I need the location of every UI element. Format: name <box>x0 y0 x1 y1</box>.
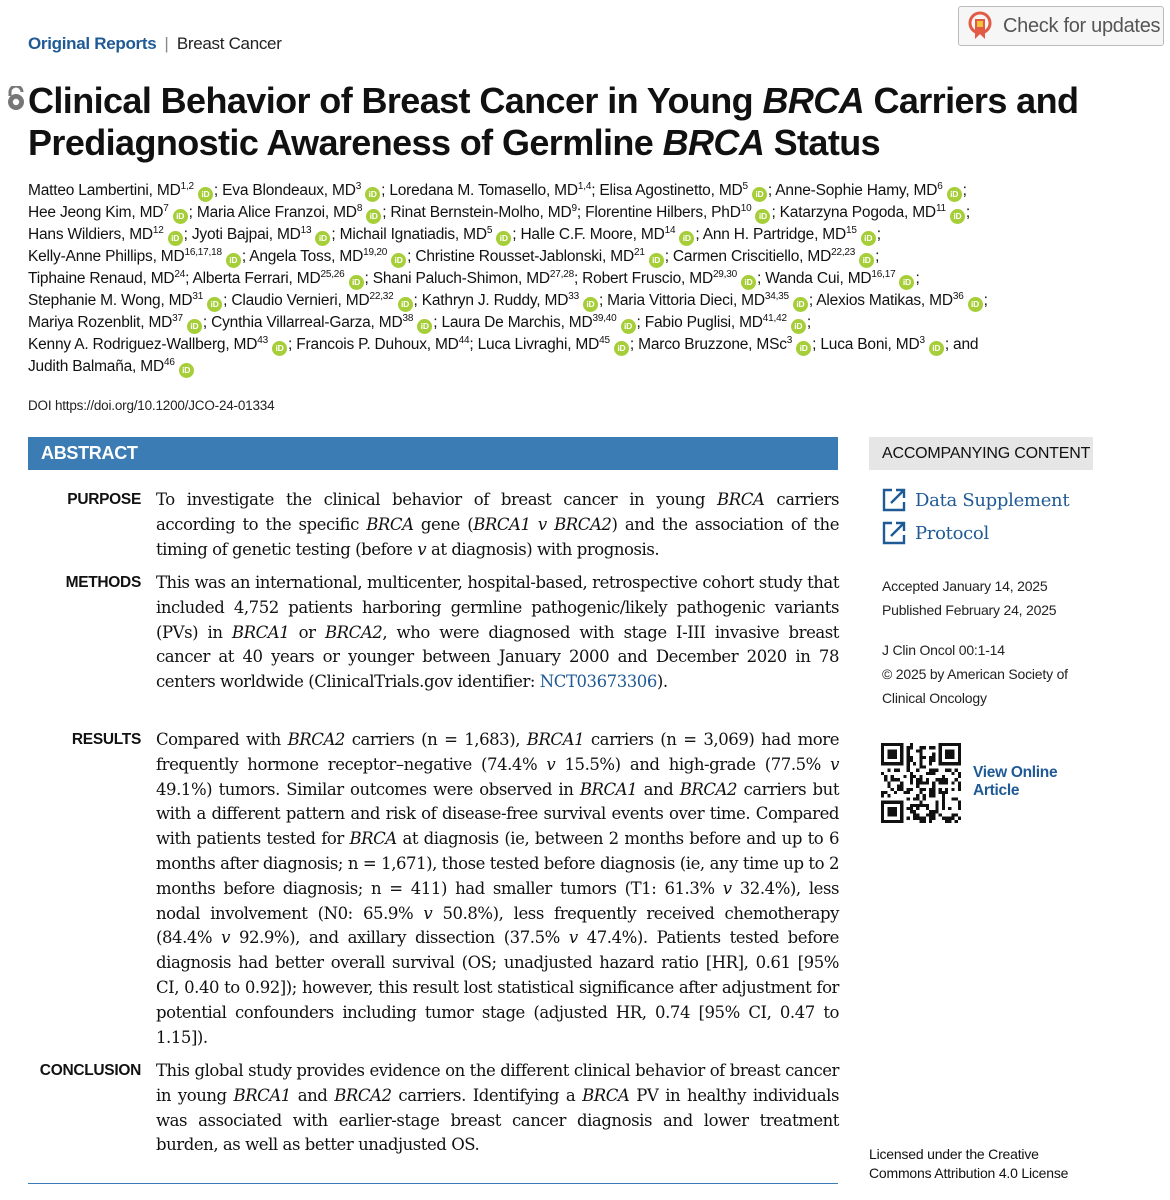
orcid-icon[interactable]: iD <box>398 297 413 312</box>
author-name[interactable]: Laura De Marchis, MD <box>441 314 593 331</box>
affiliation-superscript: 24 <box>174 268 186 280</box>
author-name[interactable]: Angela Toss, MD <box>249 248 364 265</box>
orcid-icon[interactable]: iD <box>791 319 806 334</box>
author-name[interactable]: Anne-Sophie Hamy, MD <box>775 182 938 199</box>
topic-label[interactable]: Breast Cancer <box>176 34 282 53</box>
author-name[interactable]: Kenny A. Rodriguez-Wallberg, MD <box>28 336 258 353</box>
abstract-heading: ABSTRACT <box>28 437 838 470</box>
header-separator: | <box>164 34 169 53</box>
orcid-icon[interactable]: iD <box>947 187 962 202</box>
journal-citation: J Clin Oncol 00:1-14 <box>882 642 1005 658</box>
author-name[interactable]: Rinat Bernstein-Molho, MD <box>390 204 572 221</box>
author-name[interactable]: Hee Jeong Kim, MD <box>28 204 164 221</box>
section-label[interactable]: Original Reports <box>28 34 157 53</box>
orcid-icon[interactable]: iD <box>226 253 241 268</box>
orcid-icon[interactable]: iD <box>365 187 380 202</box>
copyright-line-2: Clinical Oncology <box>882 690 987 706</box>
author-name[interactable]: Christine Rousset-Jablonski, MD <box>415 248 634 265</box>
affiliation-superscript: 33 <box>568 290 579 302</box>
author-name[interactable]: Mariya Rozenblit, MD <box>28 314 173 331</box>
affiliation-superscript: 3 <box>355 180 362 192</box>
publication-dates <box>882 574 1056 622</box>
protocol-label: Protocol <box>915 522 989 544</box>
accepted-date: Accepted January 14, 2025 <box>882 578 1048 594</box>
author-name[interactable]: Luca Boni, MD <box>820 336 920 353</box>
author-name[interactable]: Francois P. Duhoux, MD <box>296 336 459 353</box>
author-line: Hee Jeong Kim, $MD^7iD$ ; Maria Alice Franzoi, $MD^8iD$ ; Rinat Bernstein-Molho, $MD^9$; Florentine Hilbers, PhD$^{10}$iD ; Katarzyna Pogoda, MD$^{11}$iD ; <box>28 202 1138 224</box>
orcid-icon[interactable]: iD <box>417 319 432 334</box>
orcid-icon[interactable]: iD <box>179 363 194 378</box>
affiliation-superscript: 21 <box>633 246 645 258</box>
license-notice <box>869 1145 1109 1183</box>
affiliation-superscript: 34,35 <box>764 290 789 302</box>
author-name[interactable]: Robert Fruscio, MD <box>582 270 713 287</box>
conclusion-text: This global study provides evidence on the different clinical behavior of breast cancer in young BRCA1 and BRCA2 carriers. Identifying a BRCA PV in healthy individuals was associated with earlier-stage breast cancer diagnosis and lower treatment burden, as well as better unadjusted OS. <box>156 1061 839 1155</box>
affiliation-superscript: 9 <box>571 202 577 214</box>
doi[interactable]: DOI https://doi.org/10.1200/JCO-24-01334 <box>28 398 275 413</box>
orcid-icon[interactable]: iD <box>583 297 598 312</box>
author-name[interactable]: Alberta Ferrari, MD <box>192 270 321 287</box>
article-category <box>28 34 282 54</box>
view-online-article-link[interactable]: View Online Article <box>973 764 1058 799</box>
open-access-icon <box>6 86 26 112</box>
affiliation-superscript: 46 <box>163 356 175 368</box>
check-for-updates-label: Check for updates <box>1003 14 1161 37</box>
author-name[interactable]: Cynthia Villarreal-Garza, MD <box>211 314 403 331</box>
orcid-icon[interactable]: iD <box>649 253 664 268</box>
conclusion-label: CONCLUSION <box>39 1062 141 1079</box>
orcid-icon[interactable]: iD <box>187 319 202 334</box>
affiliation-superscript: 27,28 <box>549 268 574 280</box>
license-line-1: Licensed under the Creative <box>869 1146 1039 1162</box>
bookmark-icon <box>967 11 993 41</box>
affiliation-superscript: 22,23 <box>831 246 856 258</box>
author-name[interactable]: Kelly-Anne Phillips, MD <box>28 248 185 265</box>
orcid-icon[interactable]: iD <box>315 231 330 246</box>
affiliation-superscript: 39,40 <box>592 312 617 324</box>
author-line <box>28 356 1138 378</box>
affiliation-superscript: 3 <box>919 334 925 346</box>
author-name[interactable]: Halle C.F. Moore, MD <box>520 226 665 243</box>
author-name[interactable]: Marco Bruzzone, MSc <box>638 336 787 353</box>
affiliation-superscript: 1,2 <box>180 180 194 192</box>
author-name[interactable]: Elisa Agostinetto, MD <box>599 182 743 199</box>
data-supplement-link[interactable] <box>881 487 1069 513</box>
author-name[interactable]: Matteo Lambertini, MD <box>28 182 181 199</box>
author-line: Hans Wildiers, MD$^{12}$iD ; Jyoti Bajpai, MD$^{13}$iD ; Michail Ignatiadis, $MD^5iD$ ; Halle C.F. Moore, MD$^{14}$iD ; Ann H. Partridge, MD$^{15}$iD ; <box>28 224 1138 246</box>
author-name[interactable]: Stephanie M. Wong, MD <box>28 292 193 309</box>
affiliation-superscript: 13 <box>300 224 312 236</box>
orcid-icon[interactable]: iD <box>391 253 406 268</box>
affiliation-superscript: 14 <box>664 224 676 236</box>
affiliation-superscript: 12 <box>152 224 164 236</box>
protocol-link[interactable] <box>881 520 989 546</box>
article-title: Clinical Behavior of Breast Cancer in Young BRCA Carriers and Prediagnostic Awareness of Germline BRCA Status <box>28 80 1079 163</box>
orcid-icon[interactable]: iD <box>793 297 808 312</box>
author-name[interactable]: Maria Alice Franzoi, MD <box>196 204 357 221</box>
affiliation-superscript: 7 <box>163 202 169 214</box>
author-name[interactable]: Hans Wildiers, MD <box>28 226 153 243</box>
author-name[interactable]: Claudio Vernieri, MD <box>231 292 370 309</box>
author-line: Kelly-Anne Phillips, MD$^{16,17,18}$iD ; Angela Toss, MD$^{19,20}$iD ; Christine Rousset-Jablonski, MD$^{21}$iD ; Carmen Criscitiello, MD$^{22,23}$iD ; <box>28 246 1138 268</box>
author-name[interactable]: Eva Blondeaux, MD <box>222 182 356 199</box>
methods-text: This was an international, multicenter, hospital-based, retrospective cohort study that included 4,752 patients harboring germline pathogenic/likely pathogenic variants (PVs) in BRCA1 or BRCA2, who were diagnosed with stage I-III invasive breast cancer at 40 years or younger between January 2000 and December 2020 in 78 centers worldwide (ClinicalTrials.gov identifier: NCT03673306). <box>156 573 839 692</box>
results-text: Compared with BRCA2 carriers (n = 1,683), BRCA1 carriers (n = 3,069) had more frequently hormone receptor–negative (74.4% v 15.5%) and high-grade (77.5% v 49.1%) tumors. Similar outcomes were observed in BRCA1 and BRCA2 carriers but with a different pattern and risk of disease-free survival events over time. Compared with patients tested for BRCA at diagnosis (ie, between 2 months before and up to 6 months after diagnosis; n = 1,671), those tested before diagnosis (ie, any time up to 2 months before diagnosis; n = 411) had smaller tumors (T1: 61.3% v 32.4%), less nodal involvement (N0: 65.9% v 50.8%), less frequently received chemotherapy (84.4% v 92.9%), and axillary dissection (37.5% v 47.4%). Patients tested before diagnosis had better overall survival (OS; unadjusted hazard ratio [HR], 0.61 [95% CI, 0.40 to 0.92]); however, this result lost statistical significance after adjustment for potential confounders including tumor stage (adjusted HR, 0.74 [95% CI, 0.47 to 1.15]). <box>156 730 840 1047</box>
affiliation-superscript: 44 <box>458 334 470 346</box>
gene-name: BRCA <box>662 122 765 163</box>
author-name[interactable]: Alexios Matikas, MD <box>816 292 953 309</box>
orcid-icon[interactable]: iD <box>929 341 944 356</box>
author-name[interactable]: Jyoti Bajpai, MD <box>191 226 301 243</box>
orcid-icon[interactable]: iD <box>207 297 222 312</box>
affiliation-superscript: 45 <box>599 334 610 346</box>
affiliation-superscript: 15 <box>846 224 857 236</box>
orcid-icon[interactable]: iD <box>950 209 965 224</box>
author-name[interactable]: Kathryn J. Ruddy, MD <box>421 292 569 309</box>
affiliation-superscript: 29,30 <box>712 268 737 280</box>
data-supplement-label: Data Supplement <box>915 489 1070 511</box>
author-name[interactable]: Michail Ignatiadis, MD <box>339 226 487 243</box>
author-name[interactable]: Loredana M. Tomasello, MD <box>389 182 578 199</box>
abstract-bottom-rule <box>28 1183 838 1184</box>
external-link-icon <box>881 487 907 513</box>
license-line-2: Commons Attribution 4.0 License <box>869 1165 1069 1181</box>
affiliation-superscript: 8 <box>356 202 363 214</box>
author-line: Tiphaine Renaud, MD$^{24}$; Alberta Ferrari, MD$^{25,26}$iD ; Shani Paluch-Shimon, MD$^{27,28}$; Robert Fruscio, MD$^{29,30}$iD ; Wanda Cui, MD$^{16,17}$iD ; <box>28 268 1138 290</box>
affiliation-superscript: 38 <box>402 312 414 324</box>
external-link-icon <box>881 520 907 546</box>
accompanying-content-heading: ACCOMPANYING CONTENT <box>869 437 1093 470</box>
orcid-icon[interactable]: iD <box>496 231 511 246</box>
orcid-icon[interactable]: iD <box>621 319 636 334</box>
affiliation-superscript: 11 <box>935 202 946 214</box>
author-line: Mariya Rozenblit, MD$^{37}$iD ; Cynthia Villarreal-Garza, MD$^{38}$iD ; Laura De Marchis, MD$^{39,40}$iD ; Fabio Puglisi, MD$^{41,42}$iD ; <box>28 312 1138 334</box>
author-name[interactable]: Luca Livraghi, MD <box>477 336 600 353</box>
affiliation-superscript: 5 <box>486 224 493 236</box>
published-date: Published February 24, 2025 <box>882 602 1057 618</box>
gene-name: BRCA <box>762 80 865 121</box>
orcid-icon[interactable]: iD <box>968 297 983 312</box>
affiliation-superscript: 41,42 <box>762 312 787 324</box>
orcid-icon[interactable]: iD <box>755 209 770 224</box>
author-name[interactable]: Judith Balmaña, MD <box>28 358 164 375</box>
affiliation-superscript: 19,20 <box>363 246 388 258</box>
orcid-icon[interactable]: iD <box>752 187 767 202</box>
author-name[interactable]: Shani Paluch-Shimon, MD <box>372 270 550 287</box>
affiliation-superscript: 1,4 <box>577 180 592 192</box>
orcid-icon[interactable]: iD <box>741 275 756 290</box>
author-list <box>28 180 1138 378</box>
author-name[interactable]: Tiphaine Renaud, MD <box>28 270 175 287</box>
author-line: Kenny A. Rodriguez-Wallberg, MD$^{43}$iD ; Francois P. Duhoux, MD$^{44}$; Luca Livraghi, MD$^{45}$iD ; Marco Bruzzone, MSc$^3$iD ; Luca Boni, $MD^3iD$ ; and <box>28 334 1138 356</box>
author-name[interactable]: Ann H. Partridge, MD <box>702 226 846 243</box>
qr-code-icon[interactable] <box>881 743 961 823</box>
orcid-icon[interactable]: iD <box>679 231 694 246</box>
author-line: Matteo Lambertini, MD$^{1,2}$iD ; Eva Blondeaux, $MD^3iD$ ; Loredana M. Tomasello, MD$^{1,4}$; Elisa Agostinetto, $MD^5iD$ ; Anne-Sophie Hamy, $MD^6iD$ ; <box>28 180 1138 202</box>
author-name[interactable]: Maria Vittoria Dieci, MD <box>607 292 765 309</box>
affiliation-superscript: 43 <box>257 334 269 346</box>
orcid-icon[interactable]: iD <box>349 275 364 290</box>
affiliation-superscript: 25,26 <box>320 268 345 280</box>
purpose-text: To investigate the clinical behavior of breast cancer in young BRCA carriers according to the specific BRCA gene (BRCA1 v BRCA2) and the association of the timing of genetic testing (before v at diagnosis) with prognosis. <box>156 490 840 559</box>
orcid-icon[interactable]: iD <box>272 341 287 356</box>
affiliation-superscript: 31 <box>192 290 204 302</box>
orcid-icon[interactable]: iD <box>173 209 188 224</box>
affiliation-superscript: 6 <box>937 180 943 192</box>
citation-block <box>882 638 1068 710</box>
affiliation-superscript: 37 <box>172 312 183 324</box>
purpose-label: PURPOSE <box>67 491 141 508</box>
orcid-icon[interactable]: iD <box>366 209 381 224</box>
author-name[interactable]: Wanda Cui, MD <box>765 270 872 287</box>
orcid-icon[interactable]: iD <box>899 275 914 290</box>
check-for-updates-button[interactable] <box>958 6 1164 46</box>
author-name[interactable]: Carmen Criscitiello, MD <box>672 248 832 265</box>
orcid-icon[interactable]: iD <box>859 253 874 268</box>
author-name[interactable]: Katarzyna Pogoda, MD <box>779 204 936 221</box>
affiliation-superscript: 16,17 <box>871 268 896 280</box>
methods-label: METHODS <box>65 574 141 591</box>
affiliation-superscript: 5 <box>742 180 748 192</box>
affiliation-superscript: 10 <box>740 202 752 214</box>
orcid-icon[interactable]: iD <box>861 231 876 246</box>
orcid-icon[interactable]: iD <box>168 231 183 246</box>
affiliation-superscript: 22,32 <box>369 290 394 302</box>
orcid-icon[interactable]: iD <box>614 341 629 356</box>
affiliation-superscript: 16,17,18 <box>184 246 222 258</box>
author-name[interactable]: Florentine Hilbers, PhD <box>585 204 741 221</box>
results-label: RESULTS <box>71 731 141 748</box>
author-name[interactable]: Fabio Puglisi, MD <box>644 314 763 331</box>
orcid-icon[interactable]: iD <box>796 341 811 356</box>
copyright-line-1: © 2025 by American Society of <box>882 666 1068 682</box>
affiliation-superscript: 36 <box>952 290 964 302</box>
orcid-icon[interactable]: iD <box>198 187 213 202</box>
affiliation-superscript: 3 <box>786 334 793 346</box>
author-line: Stephanie M. Wong, MD$^{31}$iD ; Claudio Vernieri, MD$^{22,32}$iD ; Kathryn J. Ruddy, MD$^{33}$iD ; Maria Vittoria Dieci, MD$^{34,35}$iD ; Alexios Matikas, MD$^{36}$iD ; <box>28 290 1138 312</box>
